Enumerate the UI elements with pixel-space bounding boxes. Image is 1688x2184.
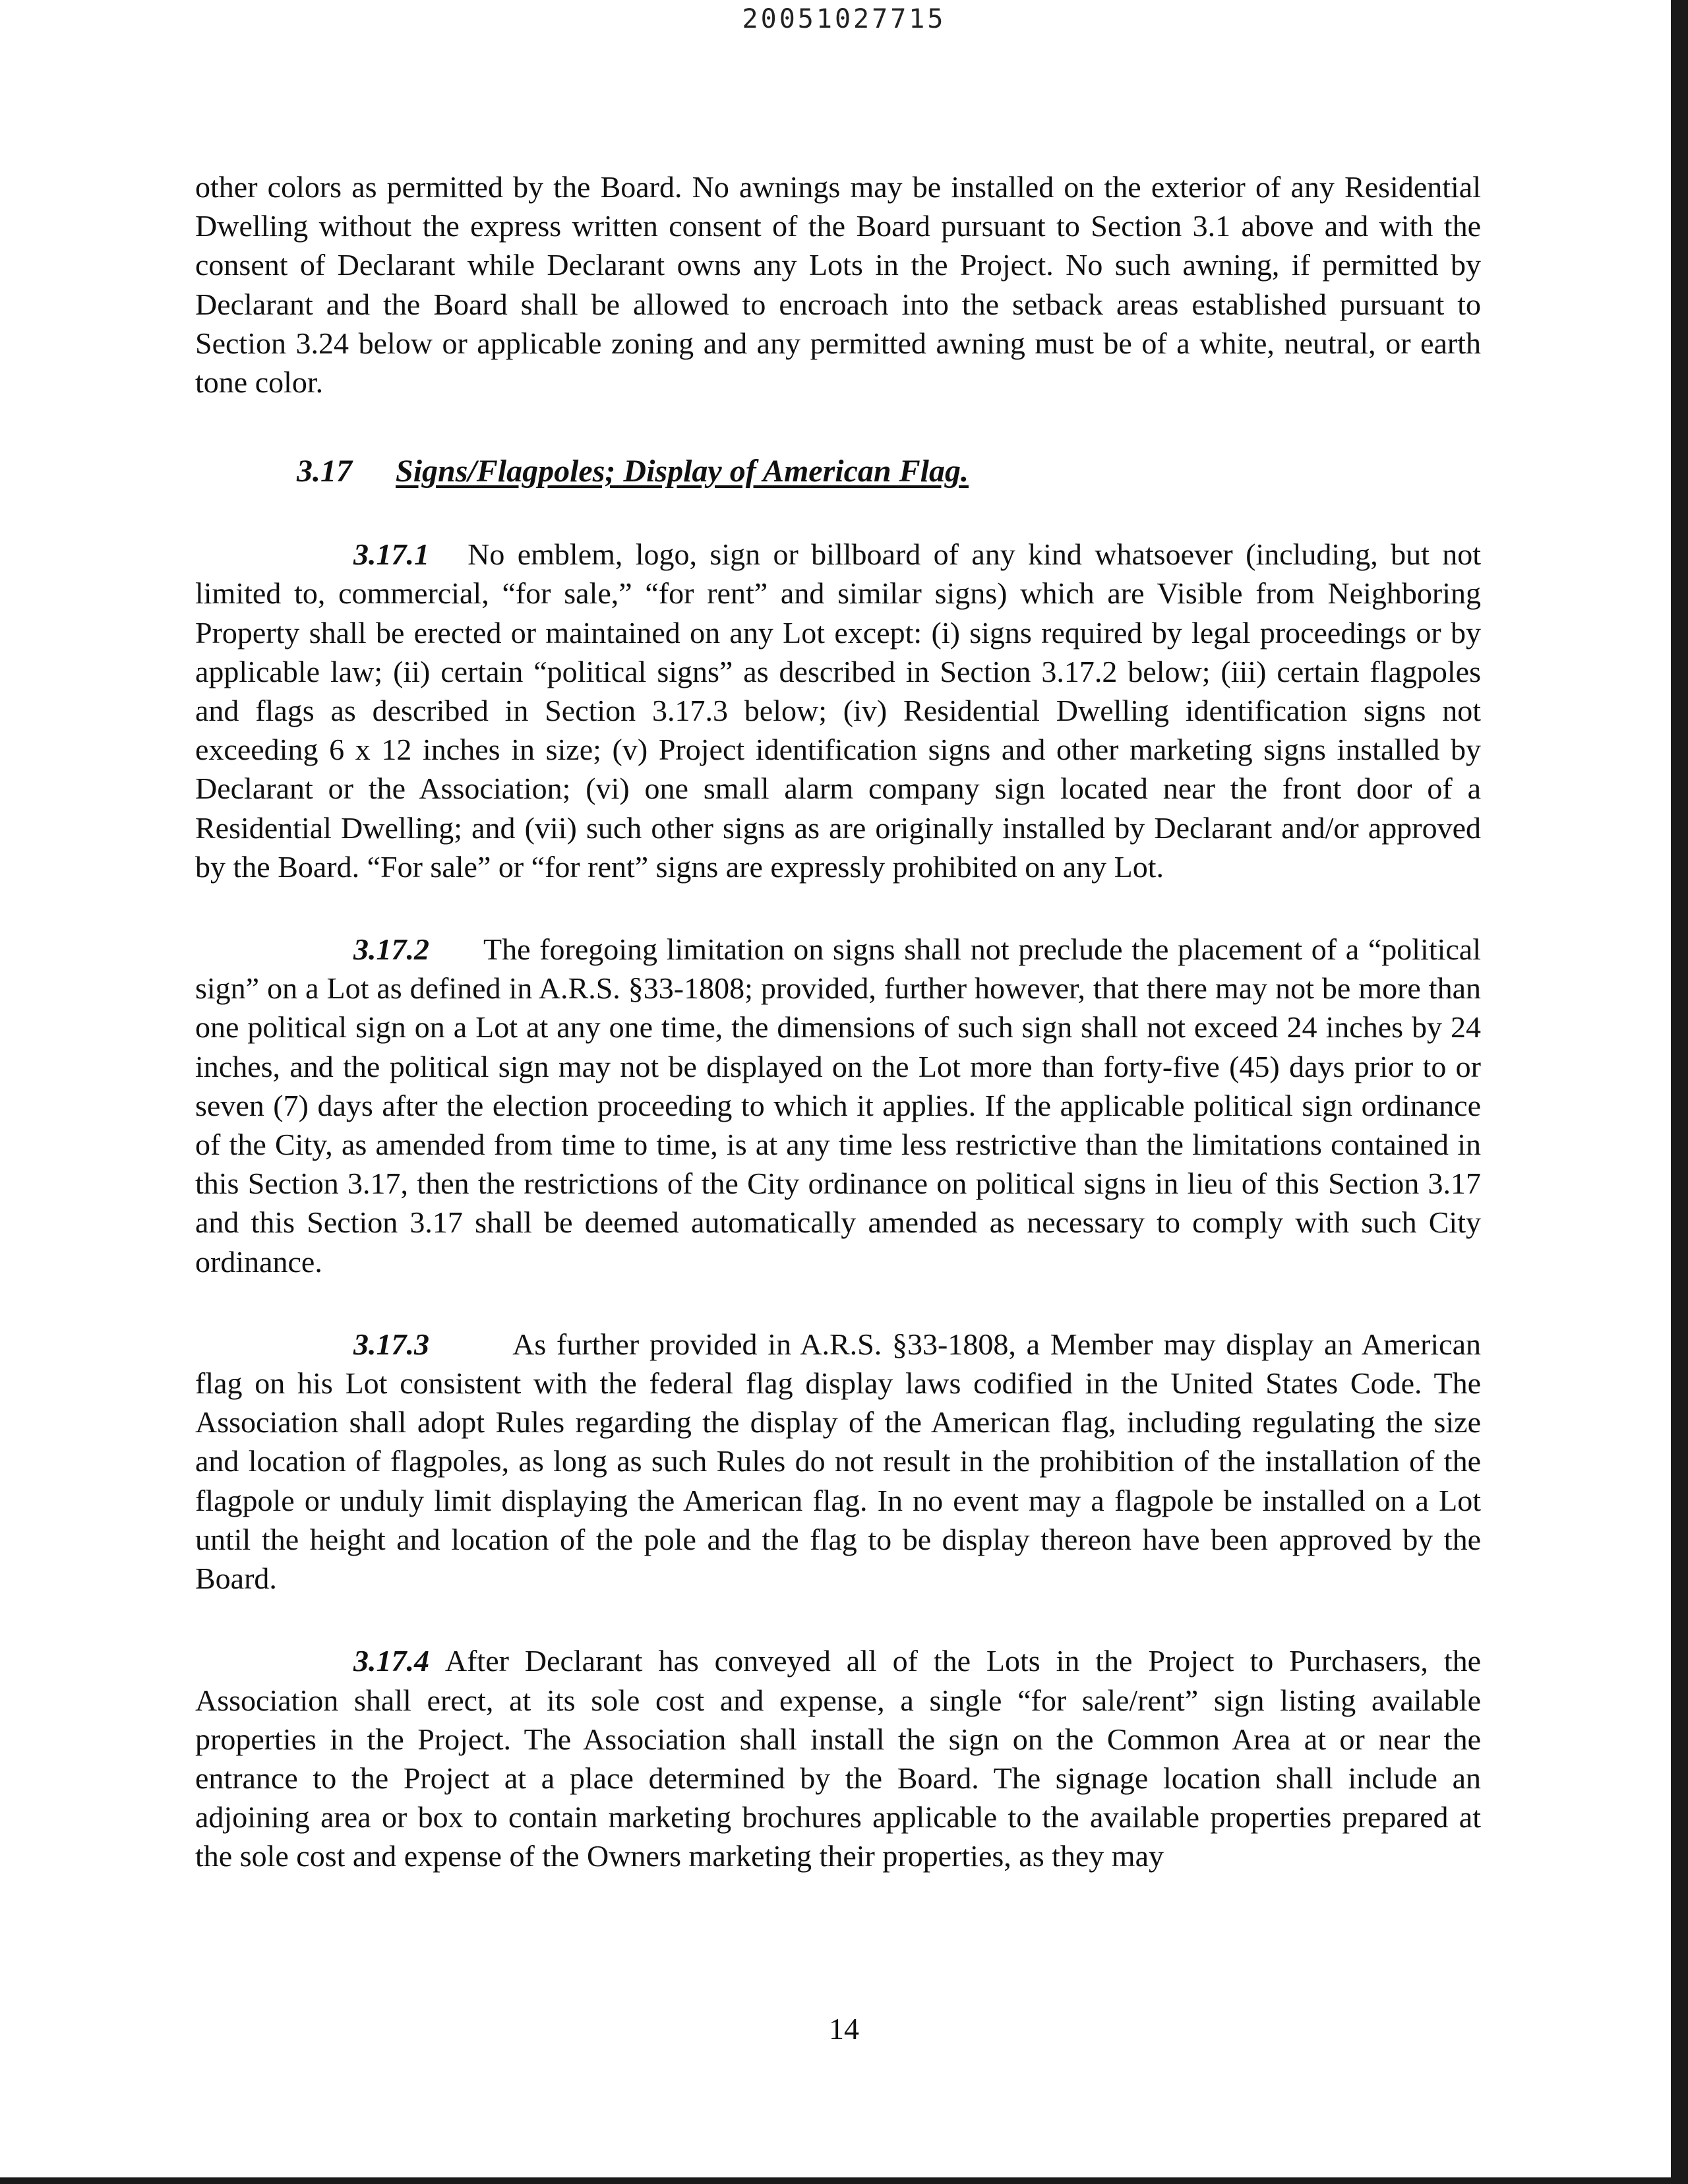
subsection-number: 3.17.2	[353, 932, 429, 967]
scan-edge-right	[1671, 0, 1688, 2184]
subsection-3-17-3	[195, 1325, 1481, 1598]
subsection-text: As further provided in A.R.S. §33-1808, a Member may display an American flag on his Lot consistent with the federal flag display laws codified in the United States Code. The Association shall adopt Rules regarding the display of the American flag, including regulating the size and location of flagpoles, as long as such Rules do not result in the prohibition of the installation of the flagpole or unduly limit displaying the American flag. In no event may a flagpole be installed on a Lot until the height and location of the pole and the flag to be display thereon have been approved by the Board.	[195, 1327, 1482, 1596]
subsection-number: 3.17.3	[353, 1327, 429, 1361]
subsection-3-17-4	[195, 1641, 1481, 1875]
subsection-text: No emblem, logo, sign or billboard of any kind whatsoever (including, but not limited to, commercial, “for sale,” “for rent” and similar signs) which are Visible from Neighboring Property shall be erected or maintained on any Lot except: (i) signs required by legal proceedings or by applicable law; (ii) certain “political signs” as described in Section 3.17.2 below; (iii) certain flagpoles and flags as described in Section 3.17.3 below; (iv) Residential Dwelling identification signs not exceeding 6 x 12 inches in size; (v) Project identification signs and other marketing signs installed by Declarant or the Association; (vi) one small alarm company sign located near the front door of a Residential Dwelling; and (vii) such other signs as are originally installed by Declarant and/or approved by the Board. “For sale” or “for rent” signs are expressly prohibited on any Lot.	[195, 537, 1481, 884]
subsection-text: The foregoing limitation on signs shall not preclude the placement of a “political sign” on a Lot as defined in A.R.S. §33-1808; provided, further however, that there may not be more than one political sign on a Lot at any one time, the dimensions of such sign shall not exceed 24 inches by 24 inches, and the political sign may not be displayed on the Lot more than forty-five (45) days prior to or seven (7) days after the election proceeding to which it applies. If the applicable political sign ordinance of the City, as amended from time to time, is at any time less restrictive than the limitations contained in this Section 3.17, then the restrictions of the City ordinance on political signs in lieu of this Section 3.17 and this Section 3.17 shall be deemed automatically amended as necessary to comply with such City ordinance.	[195, 932, 1481, 1279]
scan-edge-bottom	[0, 2177, 1688, 2184]
subsection-3-17-2	[195, 930, 1481, 1281]
page-number: 14	[829, 2012, 859, 2046]
subsection-number: 3.17.4	[353, 1644, 429, 1678]
section-number: 3.17	[297, 454, 352, 489]
subsection-text: After Declarant has conveyed all of the Lots in the Project to Purchasers, the Association shall erect, at its sole cost and expense, a single “for sale/rent” sign listing available properties in the Project. The Association shall install the sign on the Common Area at or near the entrance to the Project at a place determined by the Board. The signage location shall include an adjoining area or box to contain marketing brochures applicable to the available properties prepared at the sole cost and expense of the Owners marketing their properties, as they may	[195, 1644, 1482, 1873]
intro-paragraph: other colors as permitted by the Board. No awnings may be installed on the exterior of any Residential Dwelling without the express written consent of the Board pursuant to Section 3.1 above and with the consent of Declarant while Declarant owns any Lots in the Project. No such awning, if permitted by Declarant and the Board shall be allowed to encroach into the setback areas established pursuant to Section 3.24 below or applicable zoning and any permitted awning must be of a white, neutral, or earth tone color.	[195, 170, 1481, 400]
document-body	[195, 167, 1481, 1876]
section-heading	[297, 452, 1481, 491]
recording-number: 20051027715	[742, 4, 946, 34]
subsection-number: 3.17.1	[353, 537, 429, 572]
subsection-3-17-1	[195, 535, 1481, 886]
section-title: Signs/Flagpoles; Display of American Flag.	[396, 454, 969, 489]
